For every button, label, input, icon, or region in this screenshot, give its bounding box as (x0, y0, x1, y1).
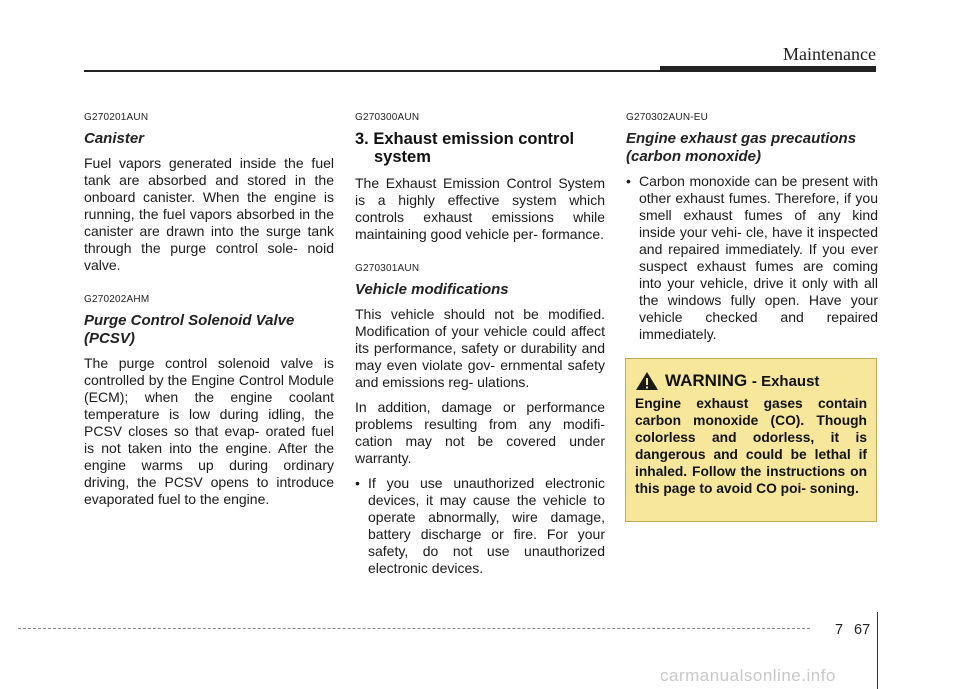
bullet-glyph: • (355, 475, 360, 491)
warning-text: Engine exhaust gases contain carbon monoxide (CO). Though colorless and odorless, it is dangerous and could be lethal if inhaled. Follow the instructions on this page to avoid CO poi- soning. (635, 396, 867, 496)
section-code: G270301AUN (355, 263, 420, 274)
section-code: G270202AHM (84, 294, 150, 305)
warranty-paragraph: In addition, damage or performance problems resulting from any modifi- cation may not be covered under warranty. (355, 399, 605, 466)
warning-subtitle: - Exhaust (751, 373, 820, 390)
page-number-divider (877, 612, 878, 689)
vehicle-modifications-heading: Vehicle modifications (355, 281, 509, 298)
pcsv-heading-line1: Purge Control Solenoid Valve (84, 312, 295, 329)
exhaust-section-heading (355, 130, 605, 166)
column-2 (355, 112, 605, 577)
column-1 (84, 112, 334, 508)
column-3 (626, 112, 878, 343)
exhaust-paragraph: The Exhaust Emission Control System is a highly effective system which controls exhaust emissions while maintaining good vehicle per- formance. (355, 175, 605, 242)
header-rule-thick (660, 66, 876, 72)
warning-title (665, 371, 819, 391)
exhaust-heading-line1: 3. Exhaust emission control (355, 130, 575, 148)
page-header-title: Maintenance (783, 44, 876, 64)
precautions-heading-line1: Engine exhaust gas precautions (626, 130, 857, 147)
warning-box (625, 358, 877, 522)
precautions-heading-line2: (carbon monoxide) (626, 148, 762, 165)
pcsv-heading-line2: (PCSV) (84, 330, 135, 347)
section-code: G270201AUN (84, 112, 149, 123)
pcsv-heading (84, 312, 334, 348)
page-number: 67 (854, 622, 871, 638)
canister-paragraph: Fuel vapors generated inside the fuel tank are absorbed and stored in the onboard canister. When the engine is running, the fuel vapors absorbed in the canister are drawn into the surge tank through the purge control sole- noid valve. (84, 155, 334, 273)
warning-header (635, 371, 867, 391)
exhaust-precautions-heading (626, 130, 878, 166)
exhaust-heading-line2: system (374, 148, 431, 166)
header-rule-thin (84, 70, 664, 72)
watermark: carmanualsonline.info (660, 666, 836, 685)
carbon-monoxide-bullet (626, 173, 878, 343)
electronic-devices-bullet (355, 475, 605, 577)
bullet-glyph: • (626, 173, 631, 189)
chapter-number: 7 (835, 622, 844, 638)
section-code: G270300AUN (355, 112, 420, 123)
bullet-text: If you use unauthorized electronic devices, it may cause the vehicle to operate abnormally, wire damage, battery discharge or fire. For your safety, do not use unauthorized electronic devices. (368, 475, 605, 576)
canister-heading: Canister (84, 130, 145, 147)
footer-rule (18, 628, 810, 630)
section-code: G270302AUN-EU (626, 112, 709, 123)
modifications-paragraph: This vehicle should not be modified. Modification of your vehicle could affect its performance, safety or durability and may even violate gov- ernmental safety and emissions reg- ulations. (355, 306, 605, 390)
warning-triangle-icon (635, 371, 659, 391)
warning-title-word: WARNING (665, 371, 748, 390)
pcsv-paragraph: The purge control solenoid valve is controlled by the Engine Control Module (ECM); when the engine coolant temperature is low during idling, the PCSV closes so that evap- orated fuel is not taken into the engine. After the engine warms up during ordinary driving, the PCSV opens to introduce evaporated fuel to the engine. (84, 355, 334, 507)
bullet-text: Carbon monoxide can be present with other exhaust fumes. Therefore, if you smell exhaust fumes of any kind inside your vehi- cle, have it inspected and repaired immediately. If you ever suspect exhaust fumes are coming into your vehicle, drive it only with all the windows fully open. Have your vehicle checked and repaired immediately. (639, 173, 878, 342)
